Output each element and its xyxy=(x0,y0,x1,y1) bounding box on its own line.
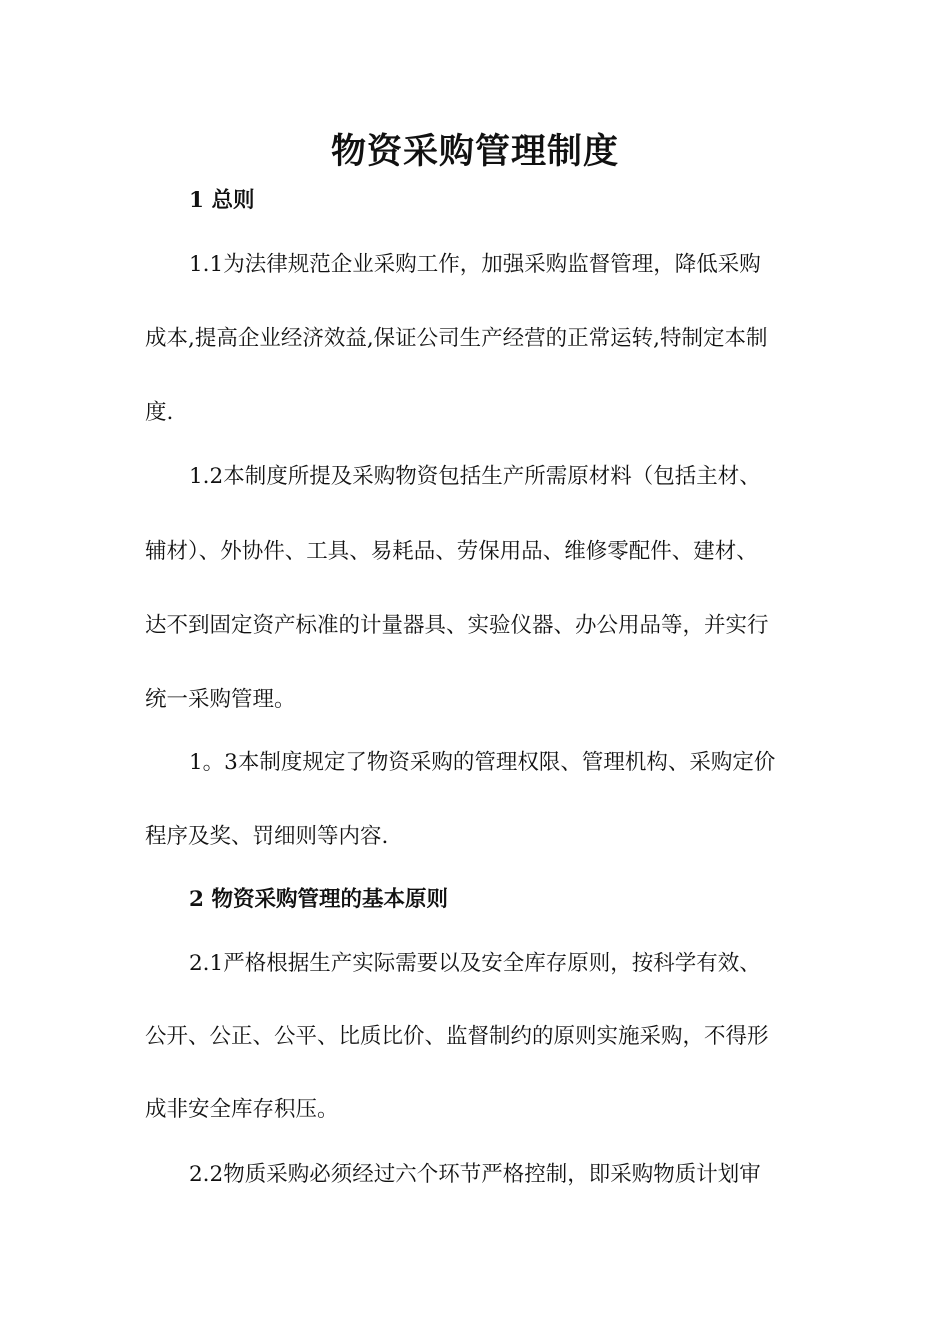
paragraph-line: 2.2物质采购必须经过六个环节严格控制，即采购物质计划审 xyxy=(189,1162,761,1187)
paragraph-line: 程序及奖、罚细则等内容. xyxy=(145,824,389,849)
paragraph-line: 1。3本制度规定了物资采购的管理权限、管理机构、采购定价 xyxy=(189,750,776,775)
paragraph-line: 2.1严格根据生产实际需要以及安全库存原则，按科学有效、 xyxy=(189,951,761,976)
paragraph-line: 度. xyxy=(145,400,174,425)
paragraph-line: 辅材）、外协件、工具、易耗品、劳保用品、维修零配件、建材、 xyxy=(145,539,758,564)
paragraph-line: 达不到固定资产标准的计量器具、实验仪器、办公用品等，并实行 xyxy=(145,613,769,638)
section-heading-general: 1 总则 xyxy=(189,188,255,213)
paragraph-line: 1.1为法律规范企业采购工作，加强采购监督管理，降低采购 xyxy=(189,252,761,277)
paragraph-line: 公开、公正、公平、比质比价、监督制约的原则实施采购，不得形 xyxy=(145,1024,769,1049)
document-title: 物资采购管理制度 xyxy=(330,131,619,172)
paragraph-line: 1.2本制度所提及采购物资包括生产所需原材料（包括主材、 xyxy=(189,464,761,489)
paragraph-line: 成非安全库存积压。 xyxy=(145,1097,339,1122)
paragraph-line: 成本,提高企业经济效益,保证公司生产经营的正常运转,特制定本制 xyxy=(145,326,768,351)
section-heading-principles: 2 物资采购管理的基本原则 xyxy=(189,887,448,912)
paragraph-line: 统一采购管理。 xyxy=(145,687,296,712)
